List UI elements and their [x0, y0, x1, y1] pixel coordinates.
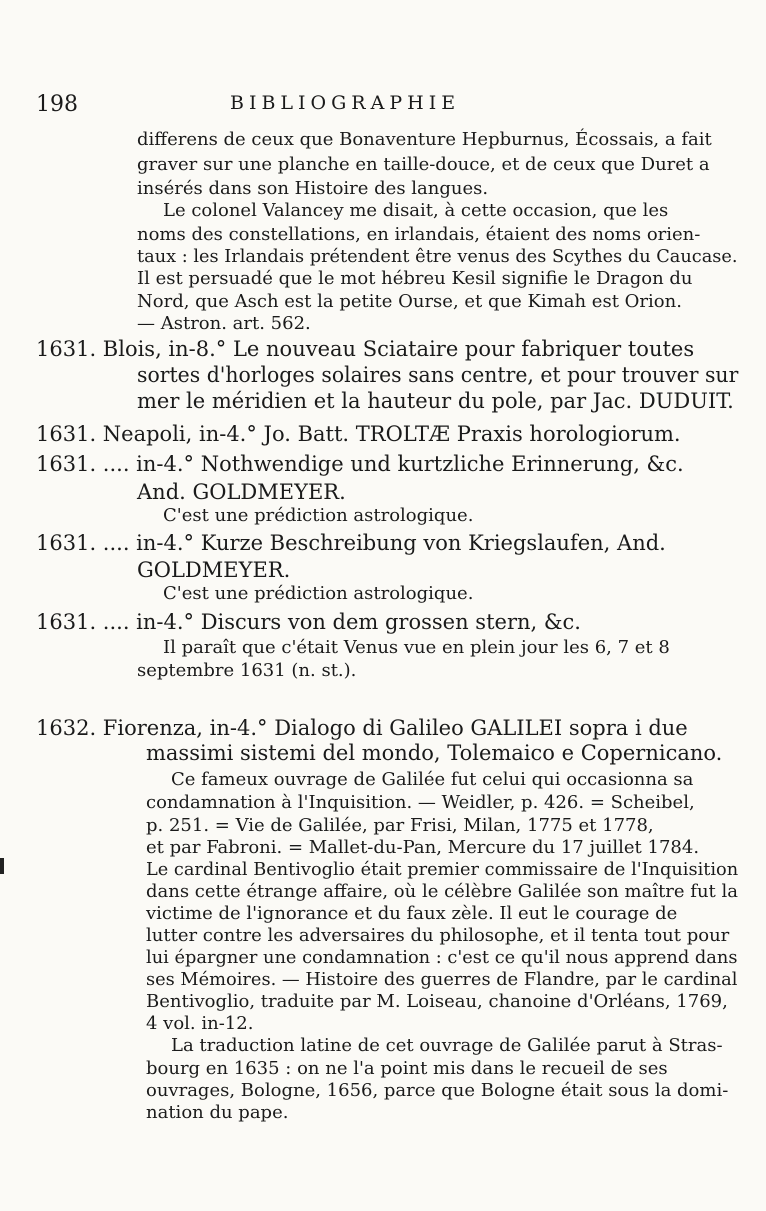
note-line: nation du pape. [146, 1102, 289, 1123]
entry-line: 1631. .... in-4.° Nothwendige und kurtzliche Erinnerung, &c. [36, 452, 684, 476]
text-line: noms des constellations, en irlandais, étaient des noms orien- [137, 224, 701, 245]
text-line: taux : les Irlandais prétendent être venus des Scythes du Caucase. [137, 246, 738, 267]
note-line: ouvrages, Bologne, 1656, parce que Bologne était sous la domi- [146, 1080, 729, 1101]
note-line: Le cardinal Bentivoglio était premier commissaire de l'Inquisition [146, 859, 739, 880]
note-line: Il paraît que c'était Venus vue en plein jour les 6, 7 et 8 [163, 637, 670, 658]
note-line: C'est une prédiction astrologique. [163, 505, 474, 526]
text-line: Il est persuadé que le mot hébreu Kesil signifie le Dragon du [137, 268, 693, 289]
note-line: septembre 1631 (n. st.). [137, 660, 357, 681]
note-line: C'est une prédiction astrologique. [163, 583, 474, 604]
entry-line: mer le méridien et la hauteur du pole, par Jac. DUDUIT. [137, 389, 734, 413]
entry-line: GOLDMEYER. [137, 558, 291, 582]
note-line: La traduction latine de cet ouvrage de Galilée parut à Stras- [171, 1035, 723, 1056]
entry-line: sortes d'horloges solaires sans centre, et pour trouver sur [137, 363, 739, 387]
note-line: Ce fameux ouvrage de Galilée fut celui qui occasionna sa [171, 769, 694, 790]
note-line: condamnation à l'Inquisition. — Weidler, p. 426. = Scheibel, [146, 792, 695, 813]
note-line: p. 251. = Vie de Galilée, par Frisi, Milan, 1775 et 1778, [146, 815, 654, 836]
note-line: lui épargner une condamnation : c'est ce qu'il nous apprend dans [146, 947, 738, 968]
entry-line: 1631. Neapoli, in-4.° Jo. Batt. TROLTÆ Praxis horologiorum. [36, 422, 681, 446]
text-line: Le colonel Valancey me disait, à cette occasion, que les [163, 200, 669, 221]
text-line: — Astron. art. 562. [137, 313, 311, 334]
entry-line: 1631. .... in-4.° Kurze Beschreibung von Kriegslaufen, And. [36, 531, 666, 555]
note-line: 4 vol. in-12. [146, 1013, 254, 1034]
entry-line: massimi sistemi del mondo, Tolemaico e Copernicano. [146, 741, 723, 765]
note-line: bourg en 1635 : on ne l'a point mis dans le recueil de ses [146, 1058, 668, 1079]
margin-mark [0, 858, 4, 874]
note-line: lutter contre les adversaires du philosophe, et il tenta tout pour [146, 925, 730, 946]
entry-line: 1631. .... in-4.° Discurs von dem grossen stern, &c. [36, 610, 581, 634]
running-title: BIBLIOGRAPHIE [230, 92, 461, 114]
entry-line: 1631. Blois, in-8.° Le nouveau Sciataire pour fabriquer toutes [36, 337, 695, 361]
entry-line: And. GOLDMEYER. [137, 480, 346, 504]
text-line: insérés dans son Histoire des langues. [137, 178, 489, 199]
note-line: dans cette étrange affaire, où le célèbre Galilée son maître fut la [146, 881, 738, 902]
note-line: victime de l'ignorance et du faux zèle. Il eut le courage de [146, 903, 678, 924]
text-line: differens de ceux que Bonaventure Hepburnus, Écossais, a fait [137, 129, 712, 150]
note-line: Bentivoglio, traduite par M. Loiseau, chanoine d'Orléans, 1769, [146, 991, 728, 1012]
entry-line: 1632. Fiorenza, in-4.° Dialogo di Galileo GALILEI sopra i due [36, 716, 688, 740]
page-number: 198 [36, 92, 78, 117]
text-line: Nord, que Asch est la petite Ourse, et que Kimah est Orion. [137, 291, 682, 312]
note-line: ses Mémoires. — Histoire des guerres de Flandre, par le cardinal [146, 969, 738, 990]
note-line: et par Fabroni. = Mallet-du-Pan, Mercure du 17 juillet 1784. [146, 837, 700, 858]
text-line: graver sur une planche en taille-douce, et de ceux que Duret a [137, 154, 710, 175]
